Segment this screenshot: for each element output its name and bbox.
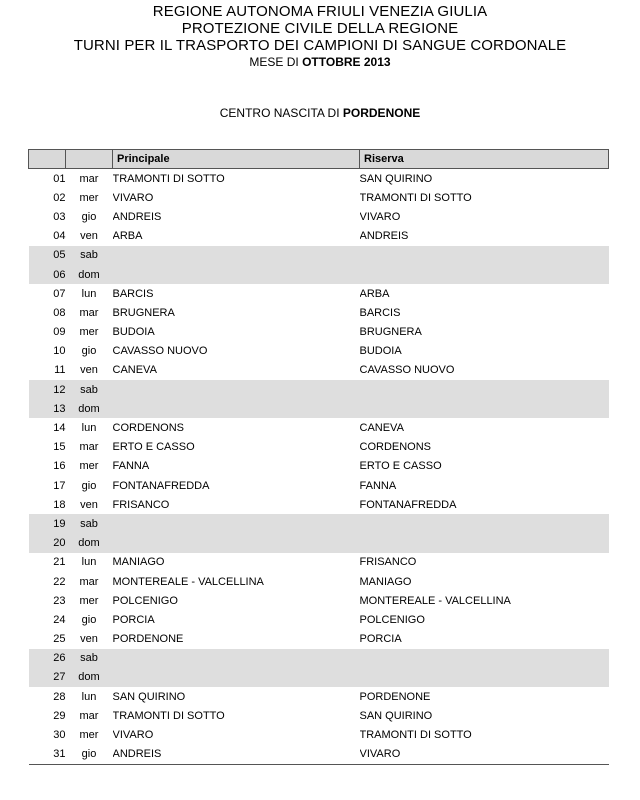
month-value: OTTOBRE 2013	[302, 55, 391, 69]
table-row	[29, 380, 609, 399]
cell-day: 24	[53, 613, 66, 626]
month-line	[0, 55, 640, 69]
table-row	[29, 227, 609, 246]
cell-riserva: FONTANAFREDDA	[359, 498, 457, 511]
cell-principale: CANEVA	[112, 364, 157, 377]
cell-day: 06	[29, 265, 66, 284]
table-row	[29, 438, 609, 457]
table-row	[29, 265, 609, 284]
cell-riserva: SAN QUIRINO	[359, 709, 433, 722]
cell-weekday: mer	[79, 191, 99, 204]
cell-weekday: sab	[66, 514, 113, 533]
cell-riserva: TRAMONTI DI SOTTO	[359, 729, 472, 742]
cell-principale: TRAMONTI DI SOTTO	[112, 709, 225, 722]
cell-day: 12	[29, 380, 66, 399]
cell-riserva: ANDREIS	[359, 230, 409, 243]
cell-riserva	[360, 534, 609, 553]
cell-weekday: lun	[81, 422, 97, 435]
department-title: PROTEZIONE CIVILE DELLA REGIONE	[181, 20, 459, 37]
cell-weekday: dom	[66, 399, 113, 418]
cell-weekday: dom	[66, 265, 113, 284]
cell-day: 23	[53, 594, 66, 607]
cell-principale: CORDENONS	[112, 422, 185, 435]
cell-riserva: FRISANCO	[359, 556, 417, 569]
cell-riserva: CORDENONS	[359, 441, 432, 454]
cell-riserva: SAN QUIRINO	[359, 172, 433, 185]
cell-riserva: MONTEREALE - VALCELLINA	[359, 594, 511, 607]
cell-day: 20	[29, 534, 66, 553]
cell-day: 02	[53, 191, 66, 204]
cell-riserva	[360, 649, 609, 668]
cell-day: 10	[53, 345, 66, 358]
birth-center-name: PORDENONE	[342, 106, 421, 120]
cell-principale	[113, 265, 360, 284]
cell-day: 26	[29, 649, 66, 668]
cell-weekday: mar	[79, 306, 99, 319]
cell-day: 31	[29, 745, 66, 765]
cell-riserva: ERTO E CASSO	[359, 460, 442, 473]
cell-day: 29	[53, 709, 66, 722]
table-row	[29, 342, 609, 361]
table-row	[29, 610, 609, 629]
cell-riserva: FANNA	[359, 479, 397, 492]
cell-weekday: mer	[79, 326, 99, 339]
cell-weekday: gio	[81, 345, 97, 358]
table-row	[29, 361, 609, 380]
cell-weekday: sab	[66, 649, 113, 668]
cell-weekday: mar	[79, 172, 99, 185]
cell-principale	[113, 514, 360, 533]
cell-weekday: sab	[66, 380, 113, 399]
table-row	[29, 591, 609, 610]
cell-principale: FANNA	[112, 460, 150, 473]
table-row	[29, 706, 609, 725]
table-row	[29, 572, 609, 591]
cell-weekday: lun	[81, 690, 97, 703]
cell-riserva	[360, 399, 609, 418]
cell-principale: ANDREIS	[112, 210, 162, 223]
cell-day: 15	[53, 441, 66, 454]
cell-day: 04	[53, 230, 66, 243]
table-row	[29, 207, 609, 226]
cell-day: 25	[53, 633, 66, 646]
cell-riserva: TRAMONTI DI SOTTO	[359, 191, 472, 204]
document-title: TURNI PER IL TRASPORTO DEI CAMPIONI DI SANGUE CORDONALE	[73, 37, 567, 54]
cell-weekday: mer	[79, 594, 99, 607]
cell-principale: PORDENONE	[112, 633, 184, 646]
cell-weekday: dom	[66, 668, 113, 687]
cell-day: 22	[53, 575, 66, 588]
cell-principale: BRUGNERA	[112, 306, 175, 319]
cell-weekday: gio	[66, 745, 113, 765]
cell-day: 19	[29, 514, 66, 533]
column-header-day	[29, 150, 66, 169]
cell-principale: SAN QUIRINO	[112, 690, 186, 703]
table-row	[29, 649, 609, 668]
cell-weekday: mer	[79, 460, 99, 473]
table-row	[29, 630, 609, 649]
shift-table	[28, 149, 609, 765]
birth-center-line	[0, 106, 640, 120]
cell-day: 30	[53, 729, 66, 742]
cell-principale: ERTO E CASSO	[112, 441, 195, 454]
cell-principale	[113, 649, 360, 668]
table-row	[29, 476, 609, 495]
cell-riserva: MANIAGO	[359, 575, 412, 588]
cell-day: 18	[53, 498, 66, 511]
cell-principale: MANIAGO	[112, 556, 165, 569]
cell-weekday: gio	[81, 613, 97, 626]
cell-principale: VIVARO	[112, 191, 154, 204]
table-row	[29, 725, 609, 744]
table-row	[29, 399, 609, 418]
cell-day: 17	[53, 479, 66, 492]
cell-riserva	[360, 380, 609, 399]
table-row	[29, 188, 609, 207]
table-row	[29, 668, 609, 687]
table-row	[29, 534, 609, 553]
cell-weekday: lun	[81, 556, 97, 569]
cell-weekday: ven	[80, 230, 98, 243]
cell-weekday: mar	[79, 709, 99, 722]
table-row	[29, 246, 609, 265]
cell-riserva: VIVARO	[360, 745, 609, 765]
cell-riserva: BRUGNERA	[359, 326, 422, 339]
cell-riserva	[360, 668, 609, 687]
cell-day: 14	[53, 422, 66, 435]
column-header-weekday	[66, 150, 113, 169]
table-row	[29, 687, 609, 706]
cell-riserva: BUDOIA	[359, 345, 402, 358]
column-header-principale: Principale	[113, 150, 360, 169]
cell-principale: FONTANAFREDDA	[112, 479, 210, 492]
cell-weekday: gio	[81, 210, 97, 223]
cell-weekday: mar	[79, 441, 99, 454]
table-row	[29, 457, 609, 476]
cell-day: 08	[53, 306, 66, 319]
cell-principale	[113, 246, 360, 265]
cell-riserva: PORCIA	[359, 633, 402, 646]
cell-riserva	[360, 265, 609, 284]
cell-weekday: ven	[80, 364, 98, 377]
table-row	[29, 284, 609, 303]
cell-principale: BARCIS	[112, 287, 154, 300]
cell-weekday: dom	[66, 534, 113, 553]
table-header-row	[29, 150, 609, 169]
cell-day: 27	[29, 668, 66, 687]
table-row	[29, 514, 609, 533]
cell-principale: VIVARO	[112, 729, 154, 742]
cell-principale: BUDOIA	[112, 326, 155, 339]
table-row	[29, 418, 609, 437]
cell-principale	[113, 380, 360, 399]
cell-principale	[113, 399, 360, 418]
cell-riserva	[360, 514, 609, 533]
cell-principale: ARBA	[112, 230, 143, 243]
table-row	[29, 495, 609, 514]
cell-day: 28	[53, 690, 66, 703]
cell-day: 16	[53, 460, 66, 473]
cell-day: 03	[53, 210, 66, 223]
cell-riserva: CAVASSO NUOVO	[359, 364, 455, 377]
cell-weekday: gio	[81, 479, 97, 492]
cell-riserva: POLCENIGO	[359, 613, 425, 626]
cell-riserva: VIVARO	[359, 210, 401, 223]
cell-principale: PORCIA	[112, 613, 155, 626]
cell-riserva: PORDENONE	[359, 690, 431, 703]
table-row	[29, 303, 609, 322]
cell-weekday: lun	[81, 287, 97, 300]
column-header-riserva: Riserva	[360, 150, 609, 169]
table-row	[29, 323, 609, 342]
cell-weekday: ven	[80, 633, 98, 646]
cell-riserva	[360, 246, 609, 265]
cell-weekday: mar	[79, 575, 99, 588]
cell-weekday: mer	[79, 729, 99, 742]
cell-riserva: CANEVA	[359, 422, 404, 435]
cell-riserva: ARBA	[359, 287, 390, 300]
cell-weekday: ven	[80, 498, 98, 511]
cell-day: 13	[29, 399, 66, 418]
cell-day: 05	[29, 246, 66, 265]
cell-day: 07	[53, 287, 66, 300]
region-title: REGIONE AUTONOMA FRIULI VENEZIA GIULIA	[152, 3, 488, 20]
cell-principale	[113, 668, 360, 687]
cell-day: 01	[53, 172, 66, 185]
cell-principale: MONTEREALE - VALCELLINA	[112, 575, 264, 588]
cell-day: 11	[54, 364, 66, 377]
cell-principale: ANDREIS	[113, 745, 360, 765]
month-prefix: MESE DI	[249, 55, 303, 69]
cell-principale: POLCENIGO	[112, 594, 178, 607]
cell-principale: TRAMONTI DI SOTTO	[112, 172, 225, 185]
cell-principale	[113, 534, 360, 553]
cell-day: 21	[53, 556, 66, 569]
cell-riserva: BARCIS	[359, 306, 401, 319]
birth-center-prefix: CENTRO NASCITA DI	[219, 106, 343, 120]
table-row	[29, 745, 609, 765]
cell-principale: CAVASSO NUOVO	[112, 345, 208, 358]
cell-day: 09	[53, 326, 66, 339]
table-row	[29, 169, 609, 189]
cell-weekday: sab	[66, 246, 113, 265]
cell-principale: FRISANCO	[112, 498, 170, 511]
table-row	[29, 553, 609, 572]
